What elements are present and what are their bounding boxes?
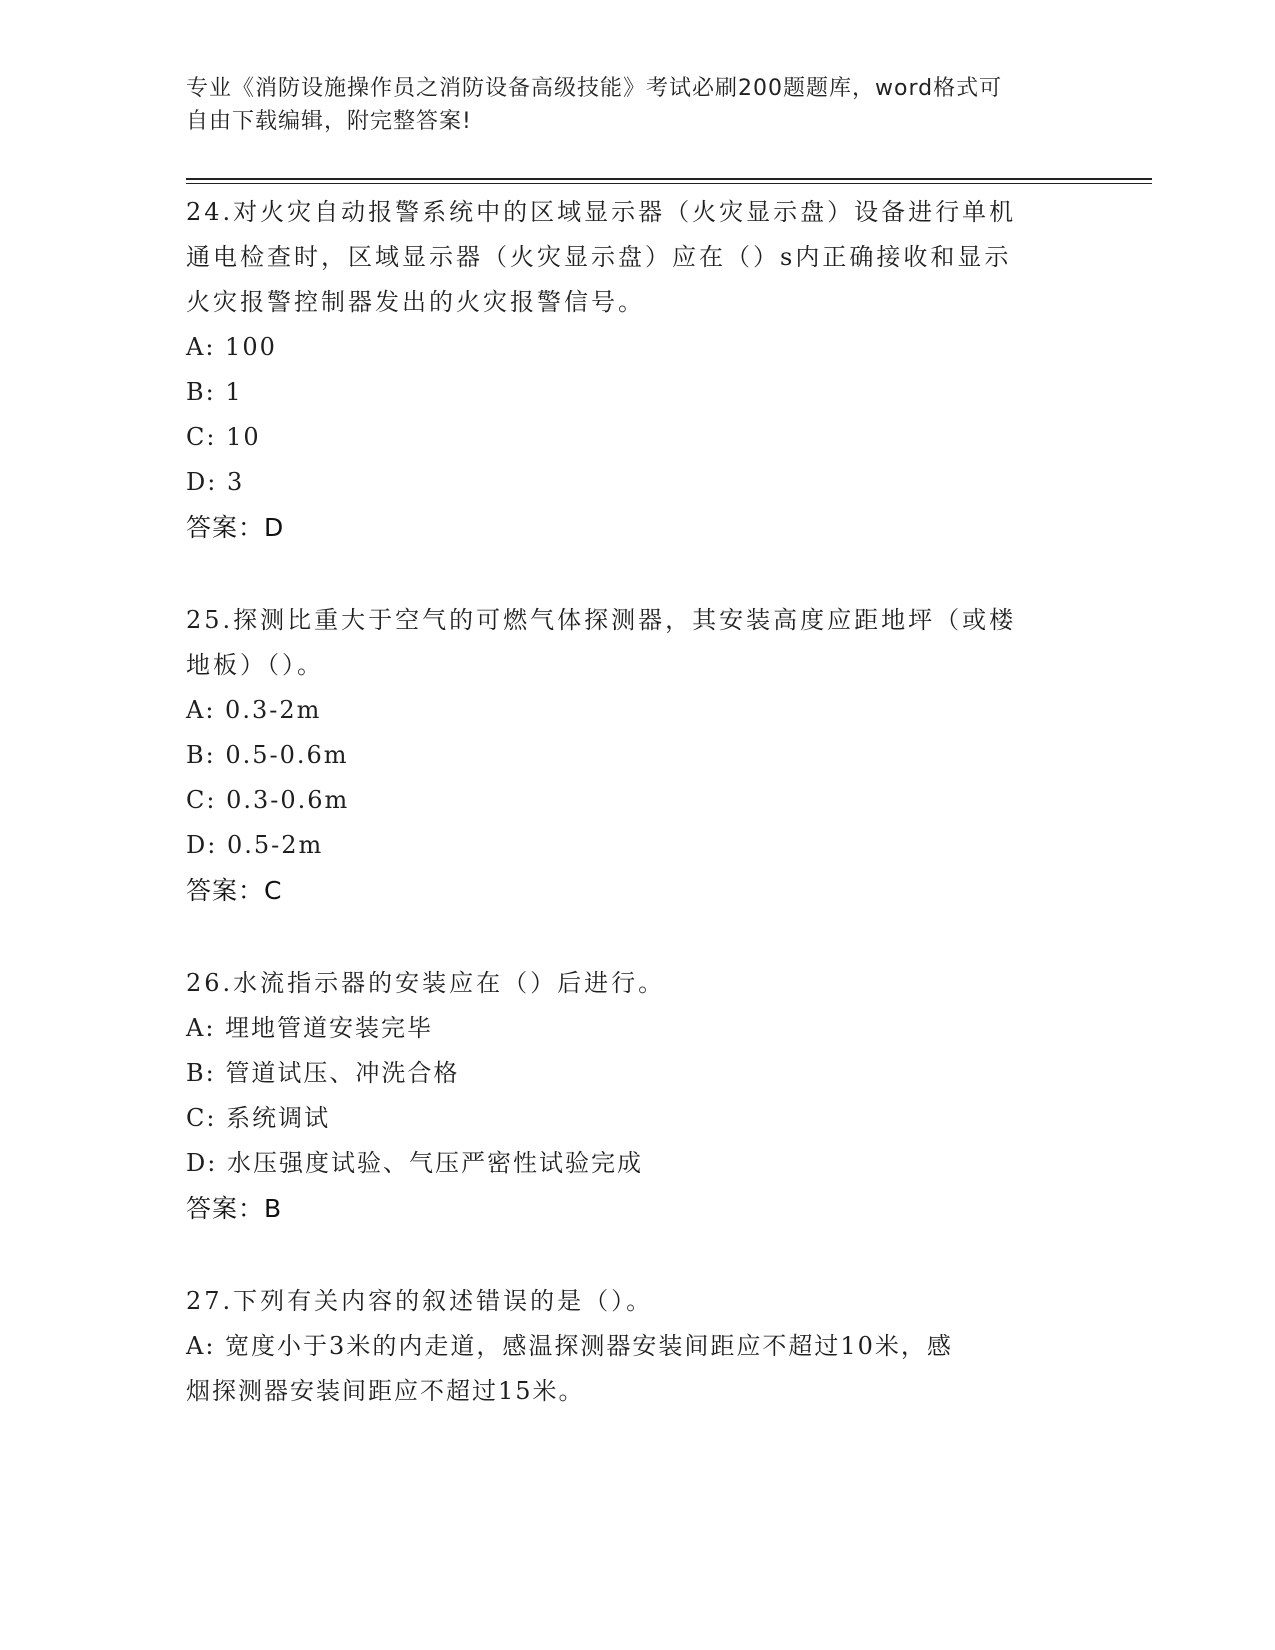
option-c: C: 10 — [186, 423, 261, 451]
question-text-line: 24.对火灾自动报警系统中的区域显示器（火灾显示盘）设备进行单机 — [186, 198, 1017, 226]
question-25 — [186, 598, 1086, 913]
question-text-line: 26.水流指示器的安装应在（）后进行。 — [186, 969, 666, 997]
answer-label: 答案：B — [186, 1194, 283, 1223]
question-24 — [186, 190, 1086, 550]
option-c: C: 0.3-0.6m — [186, 786, 350, 814]
option-d: D: 水压强度试验、气压严密性试验完成 — [186, 1149, 643, 1177]
question-text-line: 通电检查时，区域显示器（火灾显示盘）应在（）s内正确接收和显示 — [186, 243, 1012, 271]
option-c: C: 系统调试 — [186, 1104, 331, 1132]
option-a: A: 埋地管道安装完毕 — [186, 1014, 434, 1042]
option-d: D: 3 — [186, 468, 245, 496]
option-a: A: 0.3-2m — [186, 696, 322, 724]
option-d: D: 0.5-2m — [186, 831, 324, 859]
question-26 — [186, 961, 1086, 1231]
question-text-line: 火灾报警控制器发出的火灾报警信号。 — [186, 288, 645, 316]
question-27 — [186, 1279, 1086, 1414]
question-list — [186, 190, 1086, 1462]
header-divider-thin — [186, 183, 1152, 184]
option-b: B: 0.5-0.6m — [186, 741, 349, 769]
question-text-line: 27.下列有关内容的叙述错误的是（）。 — [186, 1287, 654, 1315]
option-a: A: 宽度小于3米的内走道，感温探测器安装间距应不超过10米，感 — [186, 1332, 953, 1360]
answer-label: 答案：D — [186, 513, 285, 542]
header-divider-thick — [186, 178, 1152, 180]
question-text-line: 地板）（）。 — [186, 651, 324, 679]
question-text-line: 25.探测比重大于空气的可燃气体探测器，其安装高度应距地坪（或楼 — [186, 606, 1017, 634]
answer-label: 答案：C — [186, 876, 283, 905]
option-b: B: 1 — [186, 378, 243, 406]
option-a: A: 100 — [186, 333, 277, 361]
document-header — [186, 72, 1066, 138]
option-a-continued: 烟探测器安装间距应不超过15米。 — [186, 1377, 585, 1405]
option-b: B: 管道试压、冲洗合格 — [186, 1059, 460, 1087]
header-line-1: 专业《消防设施操作员之消防设备高级技能》考试必刷200题题库，word格式可 — [186, 76, 1003, 101]
header-line-2: 自由下载编辑，附完整答案! — [186, 109, 472, 134]
